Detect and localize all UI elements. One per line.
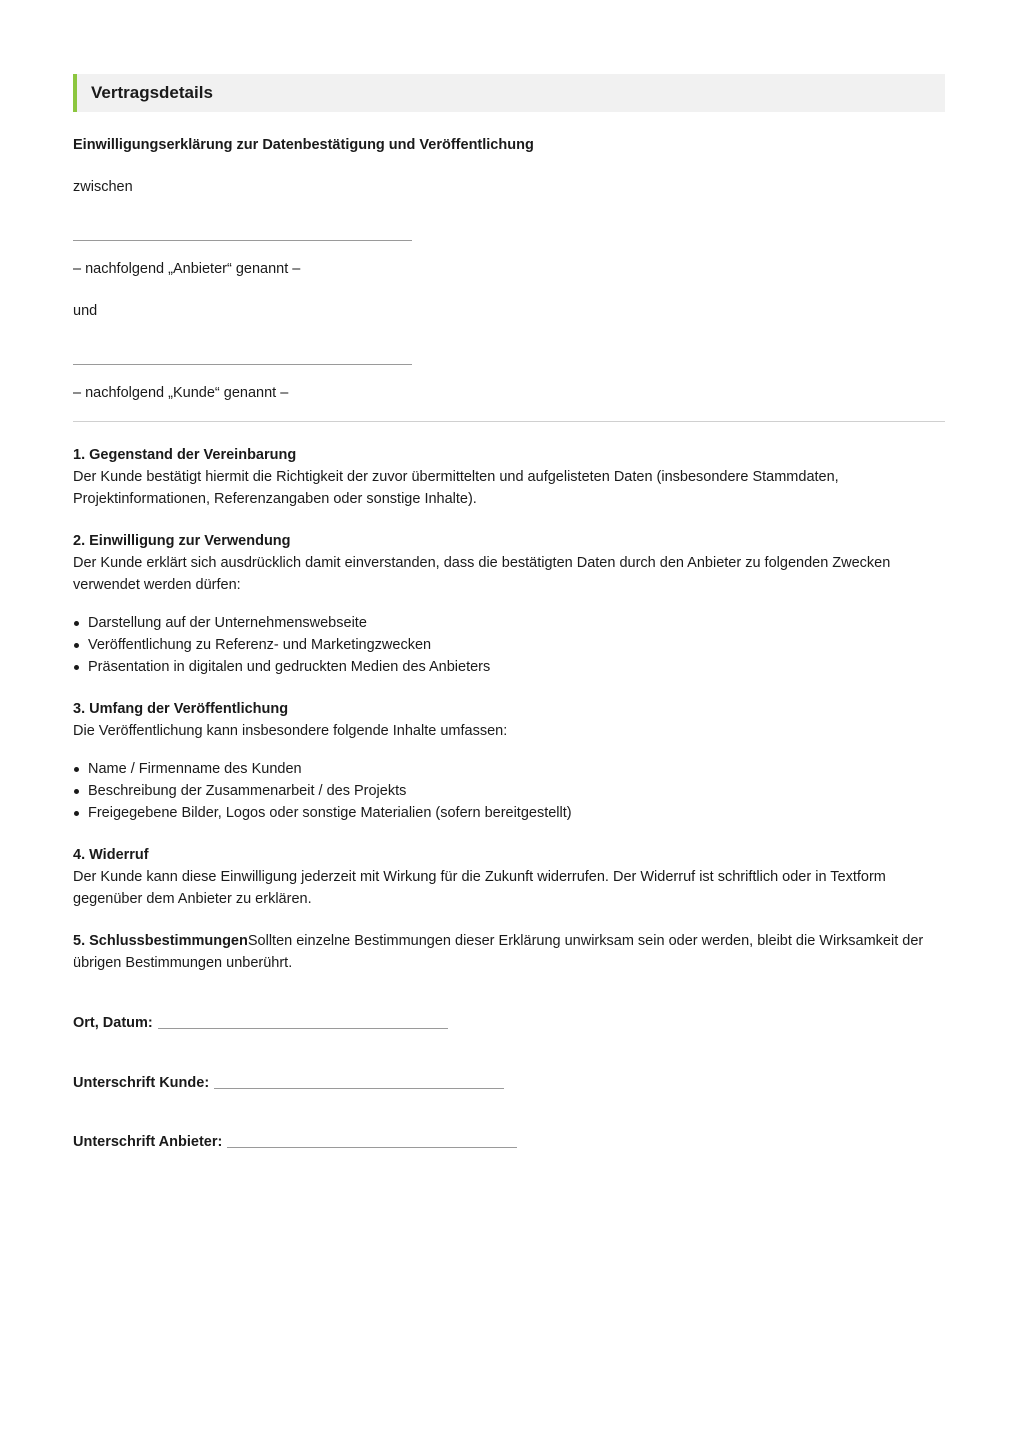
section-4-text: Der Kunde kann diese Einwilligung jederzeit mit Wirkung für die Zukunft widerrufen. Der Widerruf ist schriftlich oder in Textform gegenüber dem Anbieter zu erklären. [73,869,886,907]
between-text: zwischen [73,179,133,195]
document-page [73,74,945,1151]
section-5-text: Sollten einzelne Bestimmungen dieser Erklärung unwirksam sein oder werden, bleibt die Wirksamkeit der übrigen Bestimmungen unberührt. [73,933,924,971]
bullet-icon [74,789,79,794]
section-1 [73,444,945,510]
section-header-title: Vertragsdetails [91,83,213,102]
customer-signature-label: Unterschrift Kunde: [73,1075,210,1091]
section-2-text: Der Kunde erklärt sich ausdrücklich damit einverstanden, dass die bestätigten Daten durch den Anbieter zu folgenden Zwecken verwendet werden dürfen: [73,555,891,593]
customer-signature-row [73,1074,945,1092]
section-5 [73,930,945,974]
customer-designation: – nachfolgend „Kunde“ genannt – [73,385,289,401]
provider-signature-label: Unterschrift Anbieter: [73,1134,223,1150]
section-2 [73,530,945,596]
section-5-title: 5. Schlussbestimmungen [73,933,248,949]
place-date-row [73,1014,945,1032]
list-item: Name / Firmenname des Kunden [73,758,945,780]
customer-name-line [73,364,412,365]
section-2-list [73,612,945,678]
provider-signature-line [227,1147,517,1148]
section-4-title: 4. Widerruf [73,847,149,863]
list-item: Darstellung auf der Unternehmenswebseite [73,612,945,634]
and-text: und [73,303,98,319]
provider-name-line [73,240,412,241]
section-2-title: 2. Einwilligung zur Verwendung [73,533,291,549]
section-3-text: Die Veröffentlichung kann insbesondere folgende Inhalte umfassen: [73,723,508,739]
customer-signature-line [214,1088,504,1089]
place-date-line [158,1028,448,1029]
list-item: Veröffentlichung zu Referenz- und Marketingzwecken [73,634,945,656]
section-3-title: 3. Umfang der Veröffentlichung [73,701,289,717]
provider-designation: – nachfolgend „Anbieter“ genannt – [73,261,301,277]
list-item: Präsentation in digitalen und gedruckten Medien des Anbieters [73,656,945,678]
section-1-title: 1. Gegenstand der Vereinbarung [73,447,297,463]
bullet-icon [74,811,79,816]
bullet-icon [74,665,79,670]
bullet-icon [74,621,79,626]
divider [73,421,945,422]
list-item: Freigegebene Bilder, Logos oder sonstige Materialien (sofern bereitgestellt) [73,802,945,824]
bullet-icon [74,767,79,772]
provider-signature-row [73,1133,945,1151]
document-title: Einwilligungserklärung zur Datenbestätigung und Veröffentlichung [73,137,534,153]
bullet-icon [74,643,79,648]
section-3-list [73,758,945,824]
section-1-text: Der Kunde bestätigt hiermit die Richtigkeit der zuvor übermittelten und aufgelisteten Daten (insbesondere Stammdaten, Projektinformationen, Referenzangaben oder sonstige Inhalte). [73,469,839,507]
section-header [73,74,945,112]
place-date-label: Ort, Datum: [73,1015,153,1031]
section-4 [73,844,945,910]
section-3 [73,698,945,742]
list-item: Beschreibung der Zusammenarbeit / des Projekts [73,780,945,802]
